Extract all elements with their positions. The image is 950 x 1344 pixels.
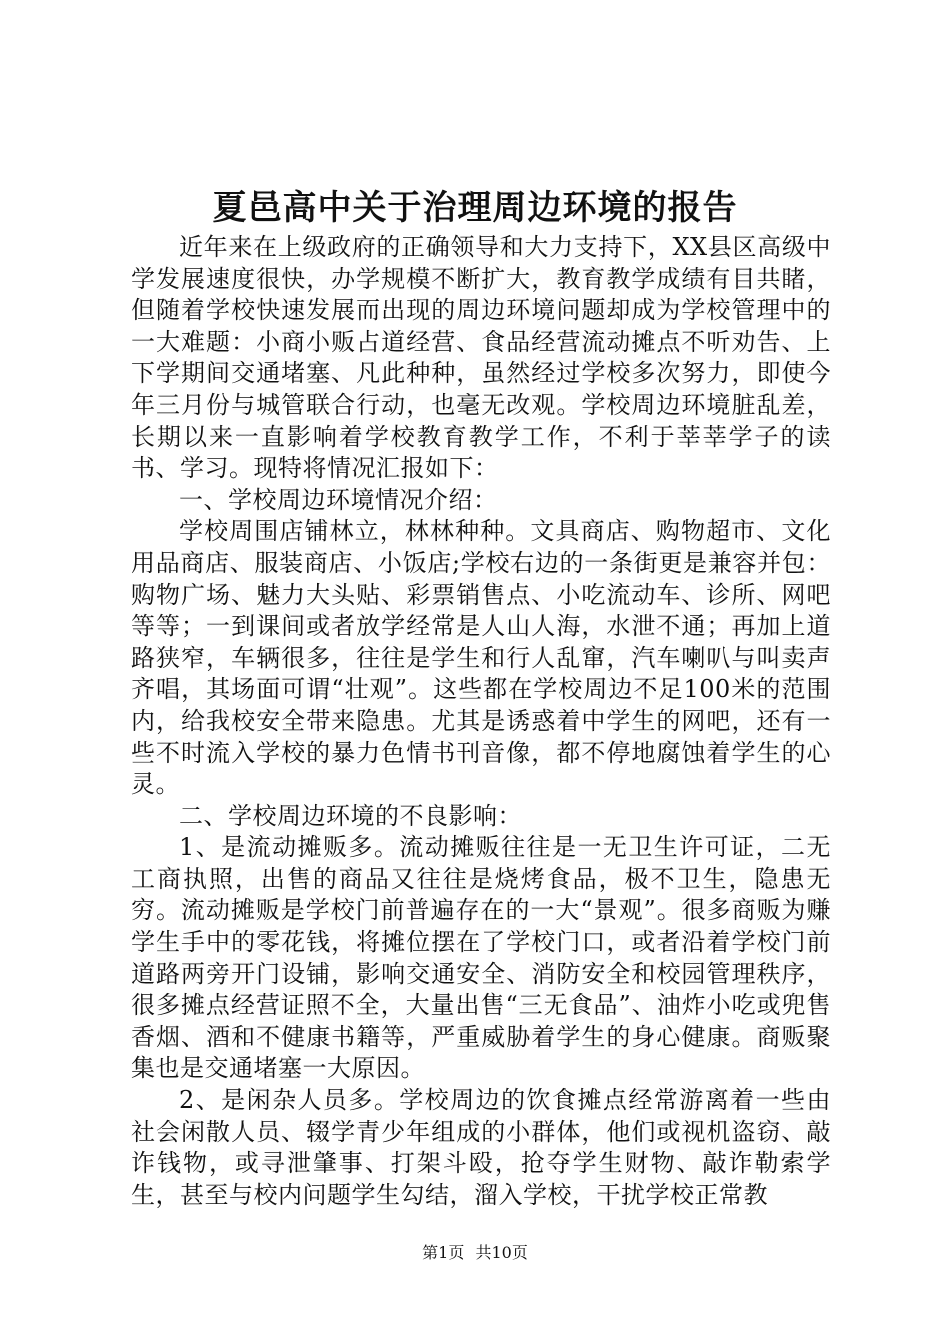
document-title: 夏邑高中关于治理周边环境的报告 xyxy=(212,188,738,228)
paragraph-idlers: 2、是闲杂人员多。学校周边的饮食摊点经常游离着一些由社会闲散人员、辍学青少年组成的小群体，他们或视机盗窃、敲诈钱物，或寻泄肇事、打架斗殴，抢夺学生财物、敲诈勒索学生，甚至与校内问题学生勾结，溜入学校，干扰学校正常教 xyxy=(131,1086,831,1209)
paragraph-intro: 近年来在上级政府的正确领导和大力支持下，XX县区高级中学发展速度很快，办学规模不断扩大，教育教学成绩有目共睹，但随着学校快速发展而出现的周边环境问题却成为学校管理中的一大难题：小商小贩占道经营、食品经营流动摊点不听劝告、上下学期间交通堵塞、凡此种种，虽然经过学校多次努力，即使今年三月份与城管联合行动，也毫无改观。学校周边环境脏乱差，长期以来一直影响着学校教育教学工作，不利于莘莘学子的读书、学习。现特将情况汇报如下： xyxy=(131,233,831,483)
page-footer xyxy=(0,1242,950,1264)
paragraph-vendors: 1、是流动摊贩多。流动摊贩往往是一无卫生许可证，二无工商执照，出售的商品又往往是烧烤食品，极不卫生，隐患无穷。流动摊贩是学校门前普遍存在的一大“景观”。很多商贩为赚学生手中的零花钱，将摊位摆在了学校门口，或者沿着学校门前道路两旁开门设铺，影响交通安全、消防安全和校园管理秩序，很多摊点经营证照不全，大量出售“三无食品”、油炸小吃或兜售香烟、酒和不健康书籍等，严重威胁着学生的身心健康。商贩聚集也是交通堵塞一大原因。 xyxy=(131,833,831,1083)
section-heading-1: 一、学校周边环境情况介绍： xyxy=(179,485,498,514)
page-total: 共10页 xyxy=(475,1243,528,1262)
paragraph-environment: 学校周围店铺林立，林林种种。文具商店、购物超市、文化用品商店、服装商店、小饭店;学校右边的一条街更是兼容并包：购物广场、魅力大头贴、彩票销售点、小吃流动车、诊所、网吧等等；一到课间或者放学经常是人山人海，水泄不通；再加上道路狭窄，车辆很多，往往是学生和行人乱窜，汽车喇叭与叫卖声齐唱，其场面可谓“壮观”。这些都在学校周边不足100米的范围内，给我校安全带来隐患。尤其是诱惑着中学生的网吧，还有一些不时流入学校的暴力色情书刊音像，都不停地腐蚀着学生的心灵。 xyxy=(131,517,831,799)
document-body xyxy=(131,232,831,1211)
section-heading-2: 二、学校周边环境的不良影响： xyxy=(179,801,522,830)
page-number: 第1页 xyxy=(422,1243,465,1262)
